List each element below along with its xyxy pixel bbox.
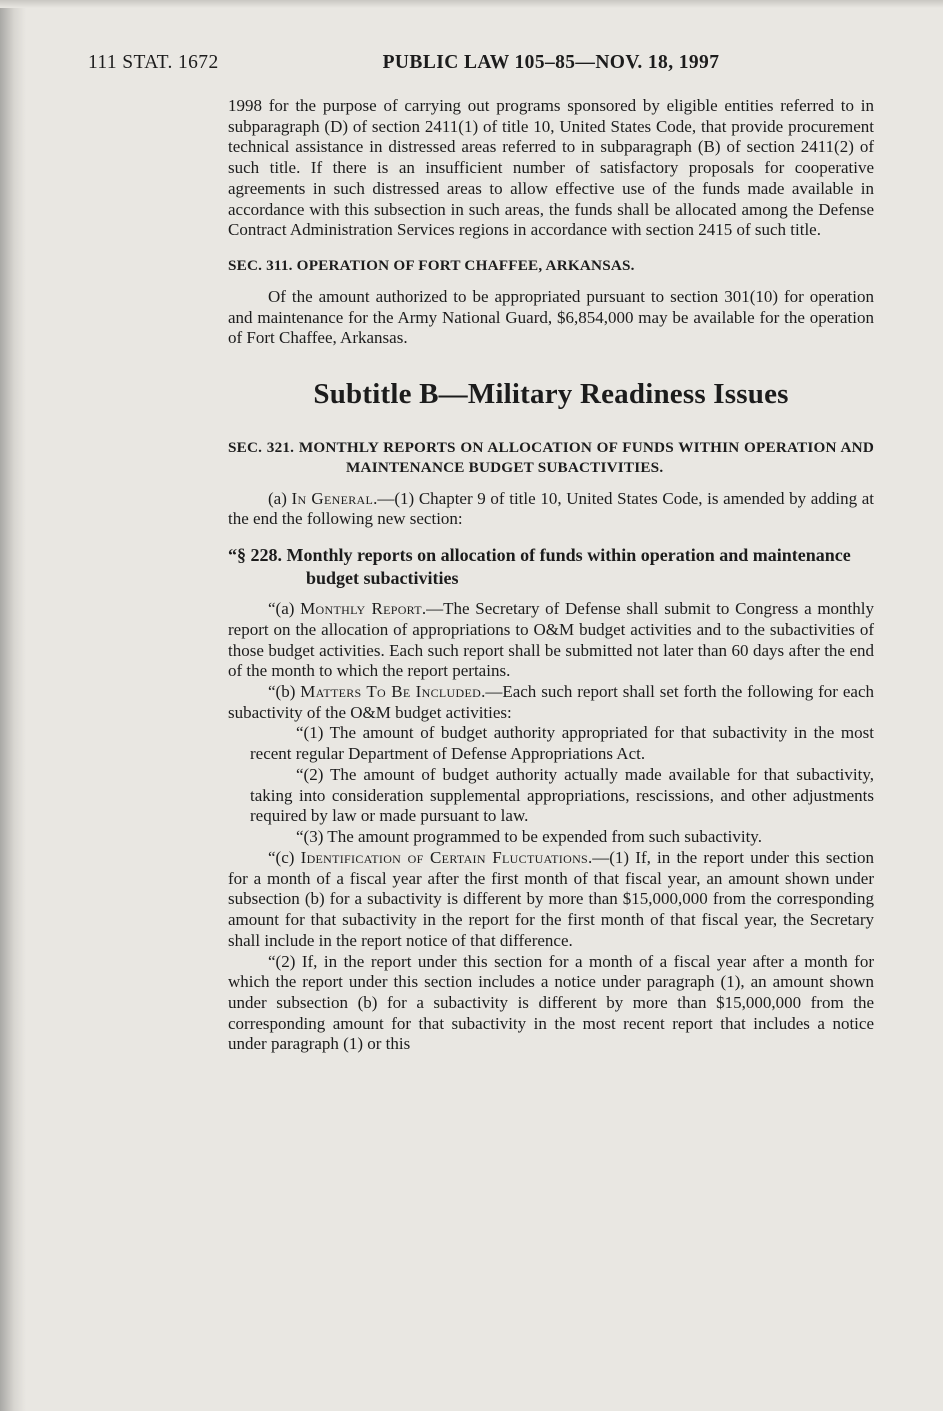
clause-text: .—(1) If, in the report under this section for a month of a fiscal year after the first month of that fiscal year, an amount shown under subsection (b) for a subactivity is different by more than $15,000,000 from the corresponding amount for that subactivity in the report for the first month of that fiscal year, the Secretary shall include in the report notice of that difference. (228, 847, 874, 950)
clause-label: (a) (268, 488, 292, 508)
sec-311-heading: SEC. 311. OPERATION OF FORT CHAFFEE, ARKANSAS. (228, 257, 635, 275)
paragraph-c2-fluctuations: “(2) If, in the report under this section for a month of a fiscal year after a month for which the report under this section includes a notice under paragraph (1), an amount shown under subsection (b) for a subactivity is different by more than $15,000,000 from the corresponding amount for that subactivity in the most recent report that includes a notice under paragraph (1) or this (228, 951, 874, 1054)
text-column (228, 96, 874, 1055)
clause-text: .—The Secretary of Defense shall submit to Congress a monthly report on the allocation of appropriations to O&M budget activities and to the subactivities of those budget activities. Each such report shall be submitted not later than 60 days after the end of the month to which the report pertains. (228, 599, 875, 681)
smallcaps-matters-included: Matters To Be Included (300, 682, 482, 701)
paragraph-b-matters-included (228, 682, 874, 723)
section-228-heading: “§ 228. Monthly reports on allocation of funds within operation and maintenance budget subactivities (228, 545, 851, 588)
paragraph-continuation: 1998 for the purpose of carrying out programs sponsored by eligible entities referred to in subparagraph (D) of section 2411(1) of title 10, United States Code, that provide procurement technical assistance in distressed areas referred to in subparagraph (B) of section 2411(2) of such title. If there is an insufficient number of satisfactory proposals for cooperative agreements in such distressed areas to allow effective use of the funds made available in accordance with this subsection in such areas, the funds shall be allocated among the Defense Contract Administration Services regions in accordance with section 2415 of such title. (228, 96, 874, 240)
clause-text: .—Each such report shall set forth the following for each subactivity of the O&M budget activities: (228, 682, 874, 722)
scan-left-edge (0, 0, 26, 1411)
sec-321-heading: SEC. 321. MONTHLY REPORTS ON ALLOCATION OF FUNDS WITHIN OPERATION AND MAINTENANCE BUDGET SUBACTIVITIES. (228, 439, 874, 476)
smallcaps-monthly-report: Monthly Report (300, 599, 422, 619)
sec-311-body: Of the amount authorized to be appropriated pursuant to section 301(10) for operation and maintenance for the Army National Guard, $6,854,000 may be available for the operation of Fort Chaffee, Arkansas. (228, 286, 874, 348)
clause-label: “(c) (268, 847, 301, 867)
subtitle-b-heading: Subtitle B—Military Readiness Issues (313, 378, 789, 411)
list-item-3: “(3) The amount programmed to be expended from such subactivity. (296, 827, 762, 847)
clause-text: .—(1) Chapter 9 of title 10, United States Code, is amended by adding at the end the following new section: (228, 488, 874, 529)
clause-label: “(a) (268, 599, 301, 619)
stat-page-number: 111 STAT. 1672 (88, 52, 219, 73)
smallcaps-fluctuations: Identification of Certain Fluctuations (300, 847, 589, 867)
list-item-2: “(2) The amount of budget authority actually made available for that subactivity, taking into consideration supplemental appropriations, rescissions, and other adjustments required by law or made pursuant to law. (250, 764, 874, 826)
paragraph-a-in-general (228, 489, 874, 530)
law-running-title: PUBLIC LAW 105–85—NOV. 18, 1997 (382, 52, 720, 73)
paragraph-c-fluctuations (228, 848, 874, 952)
scan-top-edge (0, 0, 943, 8)
list-item-1: “(1) The amount of budget authority appropriated for that subactivity in the most recent regular Department of Defense Appropriations Act. (250, 723, 874, 764)
page-header (0, 52, 943, 78)
clause-label: “(b) (268, 682, 301, 701)
smallcaps-in-general: In General (291, 488, 374, 508)
paragraph-a-monthly-report (228, 599, 874, 682)
